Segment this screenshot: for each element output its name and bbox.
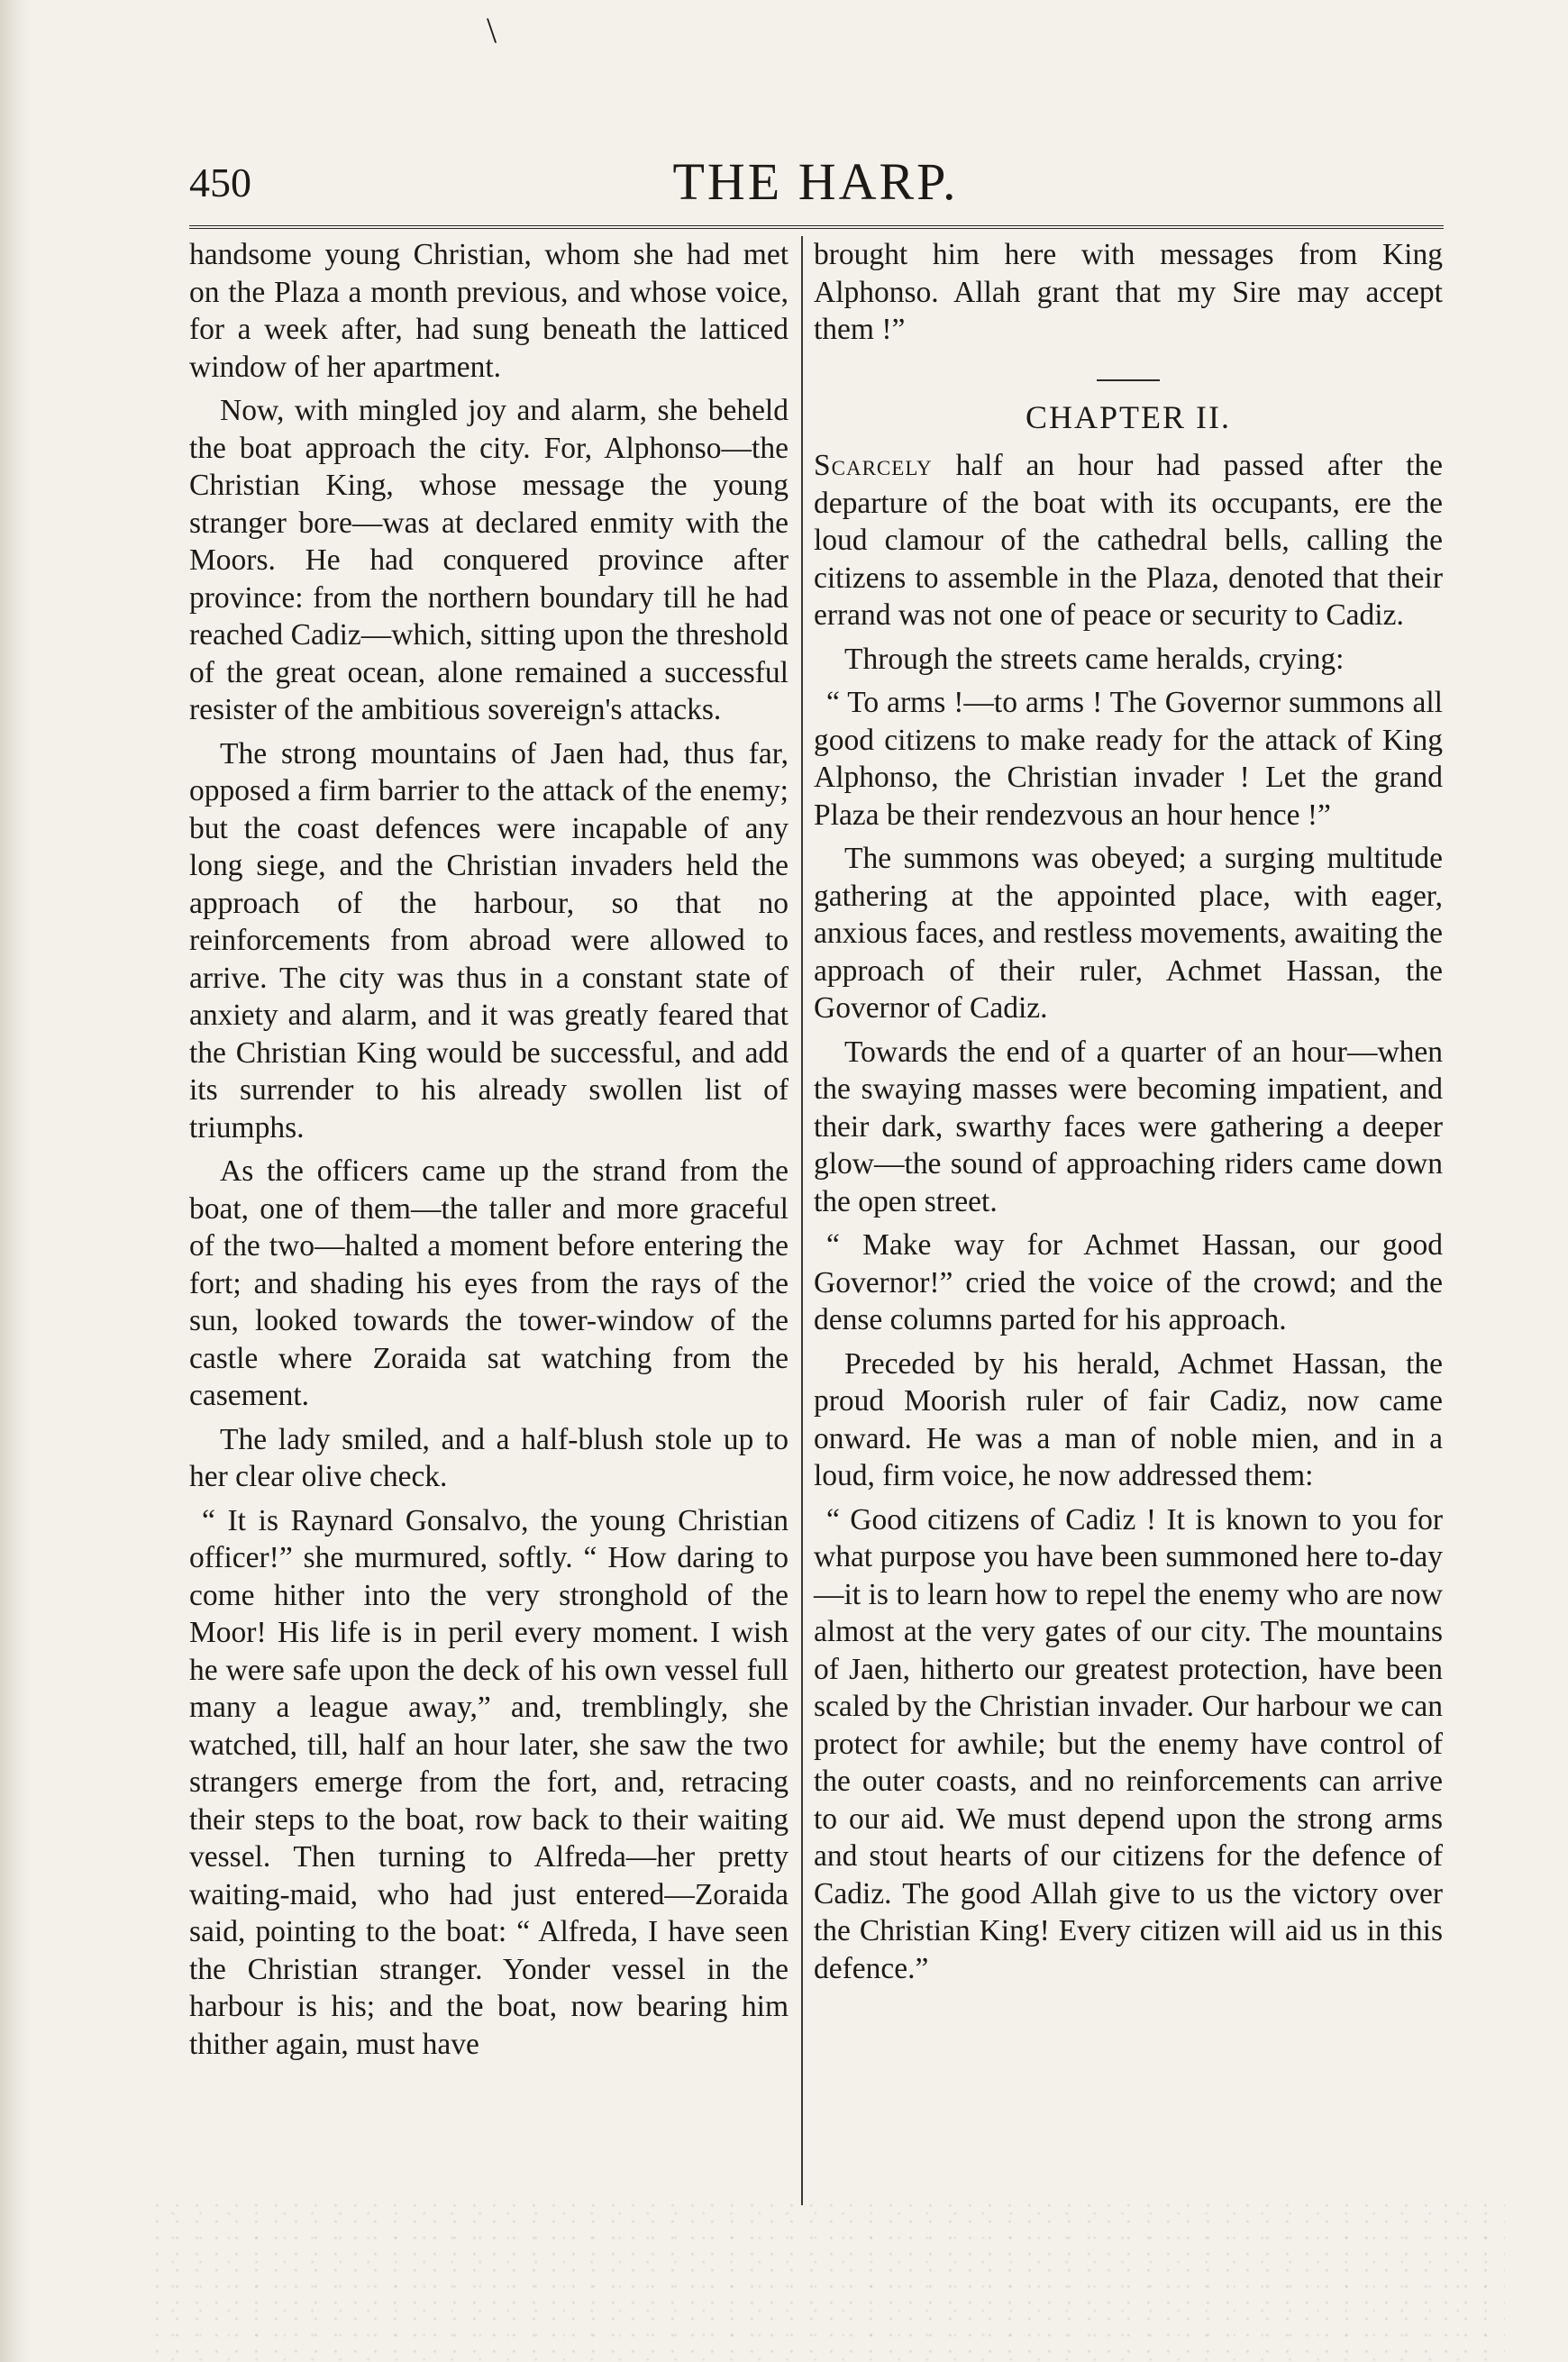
paragraph: handsome young Christian, whom she had met on the Plaza a month previous, and whose voice, for a week after, had sung beneath the latticed window of her apartment. [189,238,789,384]
paragraph: As the officers came up the strand from the boat, one of them—the taller and more graceful of the two—halted a moment before entering the fort; and shading his eyes from the rays of the sun, looked towards the tower-window of the castle where Zoraida sat watching from the casement. [189,1154,789,1412]
header-rule [189,225,1444,229]
page-number: 450 [189,160,251,205]
chapter-opening-text: half an hour had passed after the departure of the boat with its occupants, ere the loud clamour of the cathedral bells, calling the citizens to assemble in the Plaza, denoted that their errand was not one of peace or security to Cadiz. [814,449,1443,632]
page-header [189,151,1442,214]
paragraph: Through the streets came heralds, crying: [844,642,1345,676]
paragraph: “ To arms !—to arms ! The Governor summons all good citizens to make ready for the attack of King Alphonso, the Christian invader ! Let the grand Plaza be their rendezvous an hour hence !” [814,686,1443,832]
paragraph: “ Make way for Achmet Hassan, our good Governor!” cried the voice of the crowd; and the dense columns parted for his approach. [814,1228,1443,1336]
paragraph: The summons was obeyed; a surging multitude gathering at the appointed place, with eager, anxious faces, and restless movements, awaiting the approach of their ruler, Achmet Hassan, the Governor of Cadiz. [814,842,1443,1025]
column-divider [801,236,803,2205]
paragraph: Now, with mingled joy and alarm, she beheld the boat approach the city. For, Alphonso—the Christian King, whose message the young stranger bore—was at declared enmity with the Moors. He had conquered province after province: from the northern boundary till he had reached Cadiz—which, sitting upon the threshold of the great ocean, alone remained a successful resister of the ambitious sovereign's attacks. [189,394,789,726]
left-column [189,236,789,2069]
right-column [814,236,1443,1993]
small-caps-lead: Scarcely [814,449,933,482]
paragraph: “ Good citizens of Cadiz ! It is known to you for what purpose you have been summoned here to-day—it is to learn how to repel the enemy who are now almost at the very gates of our city. The mountains of Jaen, hitherto our greatest protection, have been scaled by the Christian invader. Our harbour we can protect for awhile; but the enemy have control of the outer coasts, and no reinforcements can arrive to our aid. We must depend upon the strong arms and stout hearts of our citizens for the defence of Cadiz. The good Allah give to us the victory over the Christian King! Every citizen will aid us in this defence.” [814,1502,1443,1985]
chapter-opening-paragraph [814,447,1443,634]
margin-mark: \ [487,10,497,50]
paragraph: The lady smiled, and a half-blush stole up to her clear olive check. [189,1422,789,1493]
chapter-heading: CHAPTER II. [1026,398,1231,435]
paper-speckle [153,2199,1505,2361]
paragraph: “ It is Raynard Gonsalvo, the young Christian officer!” she murmured, softly. “ How daring to come hither into the very stronghold of the Moor! His life is in peril every moment. I wish he were safe upon the deck of his own vessel full many a league away,” and, tremblingly, she watched, till, half an hour later, she saw the two strangers emerge from the fort, and, retracing their steps to the boat, row back to their waiting vessel. Then turning to Alfreda—her pretty waiting-maid, who had just entered—Zoraida said, pointing to the boat: “ Alfreda, I have seen the Christian stranger. Yonder vessel in the harbour is his; and the boat, now bearing him thither again, must have [189,1503,789,2061]
chapter-rule [1097,379,1160,381]
paragraph: Preceded by his herald, Achmet Hassan, the proud Moorish ruler of fair Cadiz, now came onward. He was a man of noble mien, and in a loud, firm voice, he now addressed them: [814,1346,1443,1492]
page-edge-shadow [0,0,31,2362]
paragraph: The strong mountains of Jaen had, thus far, opposed a firm barrier to the attack of the enemy; but the coast defences were incapable of any long siege, and the Christian invaders held the approach of the harbour, so that no reinforcements from abroad were allowed to arrive. The city was thus in a constant state of anxiety and alarm, and it was greatly feared that the Christian King would be successful, and add its surrender to his already swollen list of triumphs. [189,736,789,1145]
paragraph: brought him here with messages from King Alphonso. Allah grant that my Sire may accept them !” [814,238,1443,346]
paragraph: Towards the end of a quarter of an hour—when the swaying masses were becoming impatient, and their dark, swarthy faces were gathering a deeper glow—the sound of approaching riders came down the open street. [814,1035,1443,1218]
running-head: THE HARP. [672,152,959,211]
